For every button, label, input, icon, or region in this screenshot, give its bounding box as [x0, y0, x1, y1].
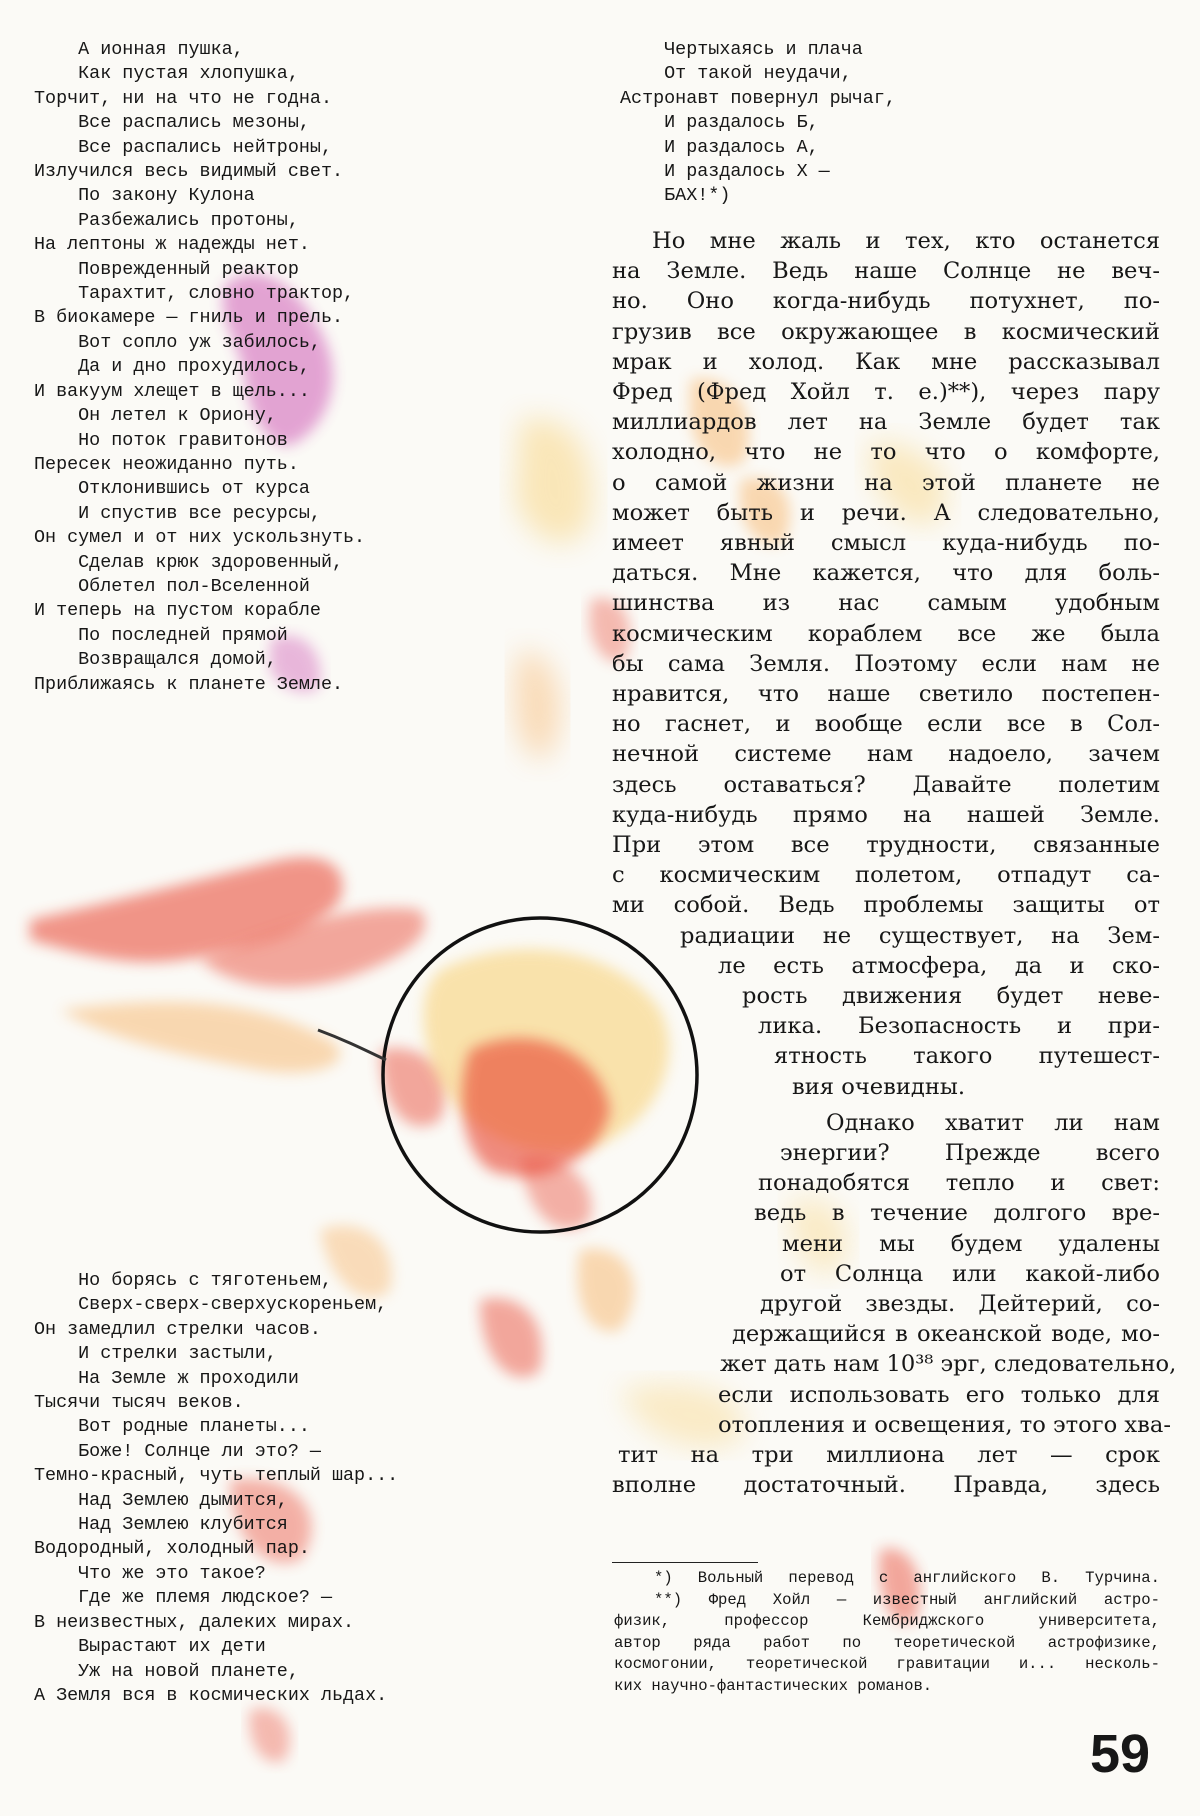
poem-line: И спустив все ресурсы, [34, 502, 321, 524]
article-line: если использовать его только для [718, 1381, 1160, 1408]
poem-line: Вот сопло уж забилось, [34, 331, 321, 353]
poem-line: Где же племя людское? — [34, 1587, 332, 1609]
poem-line: По последней прямой [34, 624, 288, 646]
poem-line: Боже! Солнце ли это? — [34, 1440, 321, 1462]
footnote-2-line: физик, профессор Кембриджского университета, [614, 1612, 1160, 1631]
article-line: ведь в течение долгого вре- [754, 1200, 1160, 1227]
poem-line: И раздалось Х — [620, 161, 830, 183]
article-line: имеет явный смысл куда-нибудь по- [612, 530, 1160, 556]
poem-line: Тарахтит, словно трактор, [34, 283, 355, 305]
article-line: от Солнца или какой-либо [780, 1260, 1160, 1287]
poem-line: И теперь на пустом корабле [34, 600, 321, 622]
poem-line: Как пустая хлопушка, [34, 63, 299, 85]
poem-line: В биокамере — гниль и прель. [34, 307, 344, 329]
poem-line: А ионная пушка, [34, 39, 244, 60]
poem-line: Все распались мезоны, [34, 112, 310, 134]
poem-line: Водородный, холодный пар. [34, 1538, 310, 1560]
article-line: космическим кораблем все же была [612, 620, 1160, 647]
poem-line: Поврежденный реактор [34, 258, 299, 280]
poem-line: Тысячи тысяч веков. [34, 1392, 244, 1414]
poem-line: Вырастают их дети [34, 1636, 266, 1658]
poem-line: Темно-красный, чуть теплый шар... [34, 1465, 399, 1487]
article-line: Но мне жаль и тех, кто останется [652, 228, 1160, 254]
poem-line: Он сумел и от них ускользнуть. [34, 527, 366, 549]
poem-line: Он летел к Ориону, [34, 405, 277, 427]
article-line: но. Оно когда-нибудь потухнет, по- [612, 288, 1160, 315]
poem-line: Приближаясь к планете Земле. [34, 673, 344, 695]
poem-stanza-bottom [34, 1269, 398, 1708]
poem-line: И раздалось А, [620, 136, 819, 158]
poem-line: И стрелки застыли, [34, 1343, 277, 1365]
article-line: ми собой. Ведь проблемы защиты от [612, 892, 1160, 919]
article-line: рость движения будет неве- [742, 983, 1160, 1009]
article-line: миллиардов лет на Земле будет так [612, 409, 1160, 436]
poem-line: Облетел пол-Вселенной [34, 575, 310, 597]
article-line: грузив все окружающее в космический [612, 318, 1160, 345]
poem-line: БАХ!*) [620, 185, 731, 207]
poem-line: И вакуум хлещет в щель... [34, 380, 310, 402]
poem-line: Над Землею дымится, [34, 1489, 288, 1511]
article-line: ле есть атмосфера, да и ско- [718, 952, 1160, 979]
article-line: держащийся в океанской воде, мо- [732, 1321, 1160, 1348]
article-line: ятность такого путешест- [774, 1043, 1160, 1070]
poem-line: Вот родные планеты... [34, 1416, 310, 1438]
poem-line: Но поток гравитонов [34, 429, 288, 451]
article-line: нечной системе нам надоело, зачем [612, 741, 1160, 768]
footnote-2-line: ких научно-фантастических романов. [614, 1676, 933, 1695]
article-line: может быть и речи. А следовательно, [612, 499, 1160, 526]
poem-line: Сделав крюк здоровенный, [34, 551, 344, 573]
poem-line: А Земля вся в космических льдах. [34, 1684, 388, 1706]
poem-line: По закону Кулона [34, 185, 255, 207]
article-line: отопления и освещения, то этого хва- [718, 1411, 1171, 1438]
poem-line: Но борясь с тяготеньем, [34, 1270, 332, 1291]
article-line: бы сама Земля. Поэтому если нам не [612, 650, 1160, 677]
poem-line: Разбежались протоны, [34, 209, 299, 231]
poem-line: В неизвестных, далеких мирах. [34, 1611, 355, 1633]
poem-line: Все распались нейтроны, [34, 136, 332, 158]
footnote-2-line: автор ряда работ по теоретической астрофизике, [614, 1633, 1160, 1652]
article-line: мени мы будем удалены [782, 1230, 1160, 1257]
poem-line: Отклонившись от курса [34, 478, 310, 500]
poem-line: На Земле ж проходили [34, 1367, 299, 1389]
article-line: радиации не существует, на Зем- [680, 922, 1160, 949]
poem-line: Да и дно прохудилось, [34, 356, 310, 378]
poem-line: Уж на новой планете, [34, 1660, 299, 1682]
article-line: холодно, что не то что о комфорте, [612, 439, 1160, 466]
article-line: о самой жизни на этой планете не [612, 469, 1160, 496]
article-line: но гаснет, и вообще если все в Сол- [612, 711, 1160, 738]
poem-line: Излучился весь видимый свет. [34, 161, 344, 183]
poem-stanza-top [34, 38, 365, 697]
article-line: даться. Мне кажется, что для боль- [612, 560, 1160, 587]
article-line: При этом все трудности, связанные [612, 832, 1160, 858]
poem-line: От такой неудачи, [620, 63, 852, 85]
article-line: Фред (Фред Хойл т. е.)**), через пару [612, 379, 1160, 405]
footnote-2-line: **) Фред Хойл — известный английский астро- [654, 1591, 1160, 1609]
footnote-2-line: космогонии, теоретической гравитации и... несколь- [614, 1655, 1160, 1674]
poem-line: Он замедлил стрелки часов. [34, 1318, 321, 1340]
poem-line: Над Землею клубится [34, 1514, 288, 1536]
article-line: лика. Безопасность и при- [758, 1013, 1160, 1040]
poem-line: Что же это такое? [34, 1562, 266, 1584]
article-line: понадобятся тепло и свет: [758, 1170, 1160, 1197]
poem-line: Торчит, ни на что не годна. [34, 87, 332, 109]
article-line: Однако хватит ли нам [826, 1109, 1160, 1136]
poem-line: И раздалось Б, [620, 112, 819, 134]
poem-line: Сверх-сверх-сверхускореньем, [34, 1294, 388, 1316]
poem-line: Пересек неожиданно путь. [34, 453, 299, 475]
article-line: нравится, что наше светило постепен- [612, 681, 1160, 707]
poem-line: Возвращался домой, [34, 649, 277, 671]
poem-stanza-right [620, 38, 896, 209]
article-line: с космическим полетом, отпадут са- [612, 862, 1160, 889]
article-line: шинства из нас самым удобным [612, 590, 1160, 617]
article-line: тит на три миллиона лет — срок [618, 1442, 1160, 1468]
poem-line: Чертыхаясь и плача [620, 39, 863, 60]
page-number: 59 [1090, 1724, 1151, 1784]
article-line: на Земле. Ведь наше Солнце не веч- [612, 258, 1160, 285]
poem-line: На лептоны ж надежды нет. [34, 234, 310, 256]
article-line: энергии? Прежде всего [780, 1140, 1160, 1166]
footnote-divider [612, 1562, 758, 1563]
footnote-1: *) Вольный перевод с английского В. Турчина. [654, 1569, 1160, 1587]
article-line: здесь оставаться? Давайте полетим [612, 771, 1160, 798]
poem-line: Астронавт повернул рычаг, [620, 87, 896, 109]
article-line: вполне достаточный. Правда, здесь [612, 1472, 1160, 1499]
article-line: вия очевидны. [792, 1073, 966, 1100]
article-line: другой звезды. Дейтерий, со- [760, 1291, 1160, 1317]
article-line: жет дать нам 10³⁸ эрг, следовательно, [720, 1351, 1177, 1378]
article-line: куда-нибудь прямо на нашей Земле. [612, 801, 1160, 828]
article-line: мрак и холод. Как мне рассказывал [612, 348, 1160, 375]
